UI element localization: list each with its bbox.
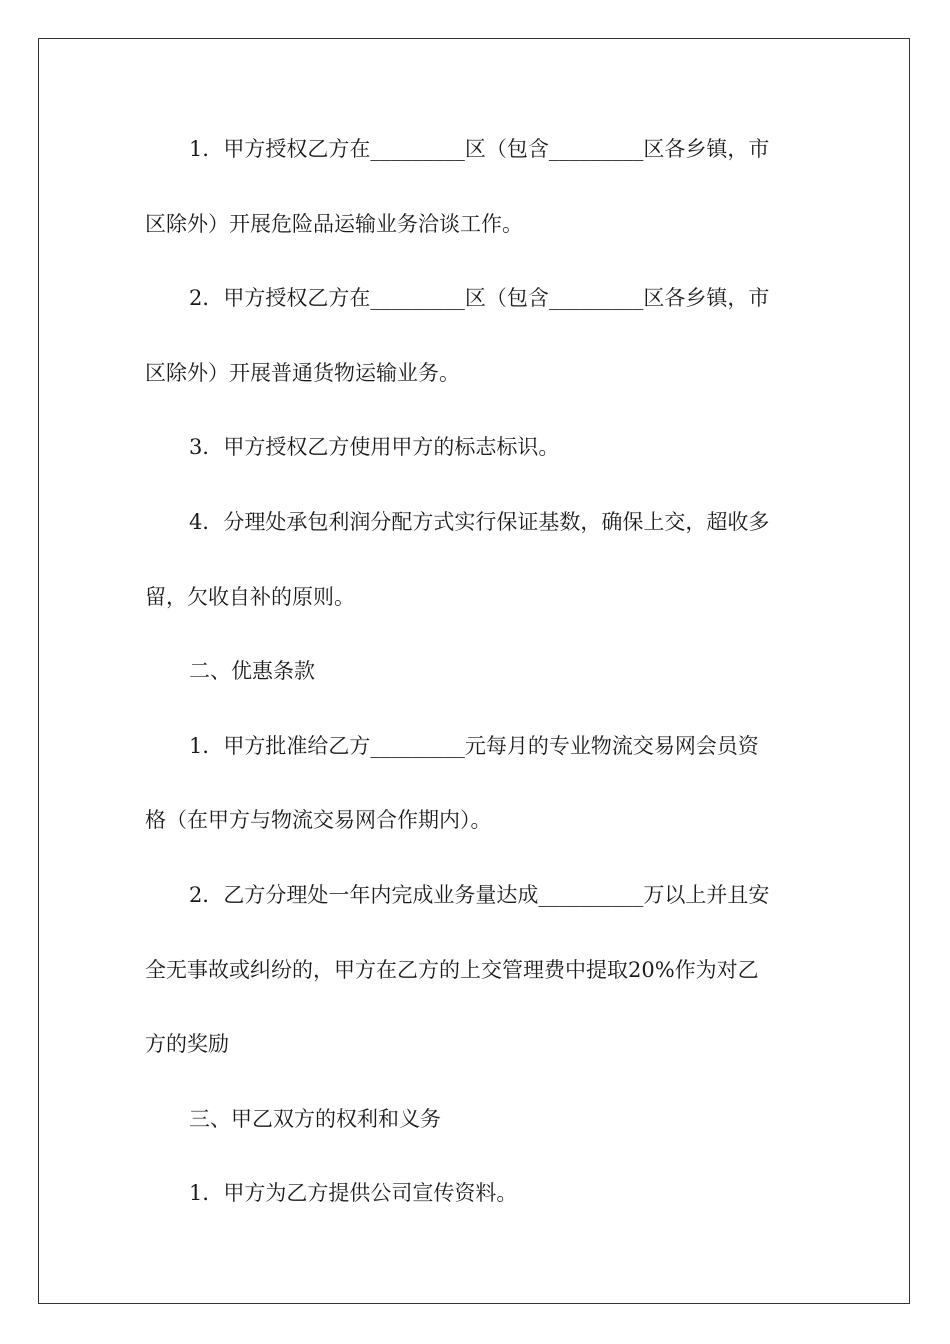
clause-2-line-2: 区除外）开展普通货物运输业务。 — [145, 360, 460, 385]
document-body — [145, 112, 807, 1231]
preferential-2-line-3: 方的奖励 — [145, 1032, 229, 1057]
clause-1-line-1: 1．甲方授权乙方在_________区（包含_________区各乡镇，市 — [189, 137, 770, 161]
clause-2-line-1: 2．甲方授权乙方在_________区（包含_________区各乡镇，市 — [189, 286, 770, 311]
section-heading-2: 二、优惠条款 — [189, 659, 315, 684]
clause-4-line-2: 留，欠收自补的原则。 — [145, 584, 355, 609]
preferential-1-line-1: 1．甲方批准给乙方_________元每月的专业物流交易网会员资 — [189, 733, 759, 758]
preferential-1-line-2: 格（在甲方与物流交易网合作期内）。 — [145, 808, 492, 833]
preferential-2-line-1: 2．乙方分理处一年内完成业务量达成__________万以上并且安 — [189, 882, 770, 907]
clause-3-line-1: 3．甲方授权乙方使用甲方的标志标识。 — [189, 435, 560, 460]
preferential-2-line-2: 全无事故或纠纷的，甲方在乙方的上交管理费中提取20%作为对乙 — [145, 957, 759, 982]
clause-4-line-1: 4．分理处承包利润分配方式实行保证基数，确保上交，超收多 — [189, 509, 770, 534]
section-heading-3: 三、甲乙双方的权利和义务 — [189, 1106, 441, 1131]
clause-1-line-2: 区除外）开展危险品运输业务洽谈工作。 — [145, 211, 523, 236]
rights-1-line-1: 1．甲方为乙方提供公司宣传资料。 — [189, 1181, 518, 1206]
